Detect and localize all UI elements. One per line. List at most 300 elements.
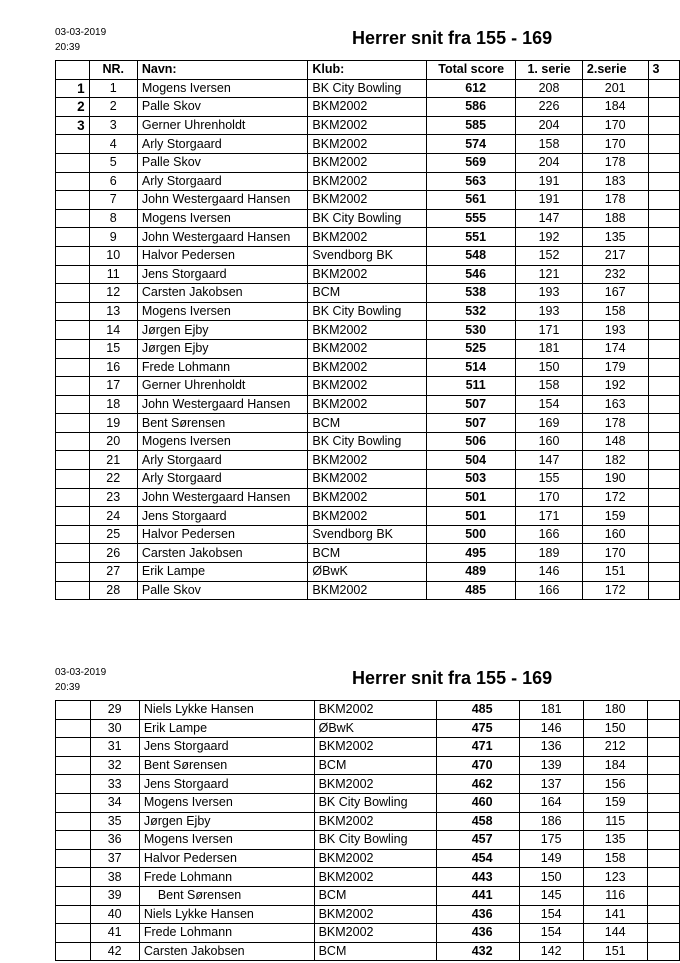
serie-2-cell: 201 <box>582 79 648 98</box>
total-score-cell: 443 <box>436 868 519 887</box>
table-row <box>56 395 680 414</box>
serie-1-cell: 146 <box>519 719 583 738</box>
serie-1-cell: 192 <box>516 228 583 247</box>
name-cell: Erik Lampe <box>139 719 314 738</box>
nr-cell: 16 <box>89 358 137 377</box>
total-score-cell: 612 <box>427 79 516 98</box>
club-cell: BKM2002 <box>308 265 427 284</box>
name-cell: Jens Storgaard <box>139 738 314 757</box>
serie-3-cell <box>648 284 679 303</box>
name-cell: Mogens Iversen <box>137 209 308 228</box>
total-score-cell: 504 <box>427 451 516 470</box>
total-score-cell: 495 <box>427 544 516 563</box>
nr-cell: 33 <box>90 775 139 794</box>
serie-1-cell: 154 <box>519 905 583 924</box>
serie-3-cell <box>647 849 679 868</box>
table-row <box>56 451 680 470</box>
nr-cell: 27 <box>89 563 137 582</box>
total-score-cell: 525 <box>427 339 516 358</box>
header-name: Navn: <box>137 61 308 80</box>
serie-2-cell: 182 <box>582 451 648 470</box>
serie-2-cell: 150 <box>583 719 647 738</box>
results-body <box>56 701 680 961</box>
serie-3-cell <box>647 812 679 831</box>
club-cell: BK City Bowling <box>308 302 427 321</box>
club-cell: BK City Bowling <box>314 793 436 812</box>
print-date: 03-03-2019 <box>55 27 107 38</box>
serie-3-cell <box>647 942 679 961</box>
serie-3-cell <box>648 153 679 172</box>
total-score-cell: 538 <box>427 284 516 303</box>
serie-1-cell: 189 <box>516 544 583 563</box>
serie-1-cell: 154 <box>519 924 583 943</box>
nr-cell: 39 <box>90 886 139 905</box>
place-cell <box>56 153 90 172</box>
table-row <box>56 172 680 191</box>
name-cell: Jens Storgaard <box>137 265 308 284</box>
serie-2-cell: 151 <box>583 942 647 961</box>
serie-2-cell: 141 <box>583 905 647 924</box>
total-score-cell: 569 <box>427 153 516 172</box>
serie-2-cell: 172 <box>582 581 648 600</box>
name-cell: Bent Sørensen <box>139 886 314 905</box>
nr-cell: 37 <box>90 849 139 868</box>
serie-2-cell: 190 <box>582 470 648 489</box>
serie-3-cell <box>648 507 679 526</box>
name-cell: Halvor Pedersen <box>137 246 308 265</box>
table-row <box>56 321 680 340</box>
table-row <box>56 525 680 544</box>
serie-3-cell <box>647 905 679 924</box>
serie-3-cell <box>648 265 679 284</box>
nr-cell: 41 <box>90 924 139 943</box>
serie-3-cell <box>648 563 679 582</box>
nr-cell: 36 <box>90 831 139 850</box>
serie-1-cell: 175 <box>519 831 583 850</box>
club-cell: BKM2002 <box>308 228 427 247</box>
nr-cell: 9 <box>89 228 137 247</box>
table-row <box>56 153 680 172</box>
serie-3-cell <box>648 98 679 117</box>
name-cell: Mogens Iversen <box>137 302 308 321</box>
club-cell: ØBwK <box>308 563 427 582</box>
serie-1-cell: 154 <box>516 395 583 414</box>
serie-1-cell: 121 <box>516 265 583 284</box>
name-cell: Arly Storgaard <box>137 135 308 154</box>
total-score-cell: 457 <box>436 831 519 850</box>
club-cell: BCM <box>308 544 427 563</box>
nr-cell: 3 <box>89 116 137 135</box>
name-cell: Jørgen Ejby <box>139 812 314 831</box>
serie-2-cell: 123 <box>583 868 647 887</box>
table-row <box>56 849 680 868</box>
place-cell: 1 <box>56 79 90 98</box>
serie-3-cell <box>648 544 679 563</box>
place-cell <box>56 886 91 905</box>
nr-cell: 14 <box>89 321 137 340</box>
place-cell <box>56 719 91 738</box>
serie-2-cell: 144 <box>583 924 647 943</box>
table-row <box>56 775 680 794</box>
table-row <box>56 135 680 154</box>
serie-2-cell: 178 <box>582 414 648 433</box>
place-cell <box>56 209 90 228</box>
table-row <box>56 738 680 757</box>
club-cell: BKM2002 <box>308 135 427 154</box>
table-row <box>56 812 680 831</box>
total-score-cell: 462 <box>436 775 519 794</box>
place-cell <box>56 302 90 321</box>
total-score-cell: 530 <box>427 321 516 340</box>
serie-2-cell: 183 <box>582 172 648 191</box>
serie-1-cell: 142 <box>519 942 583 961</box>
table-row <box>56 116 680 135</box>
total-score-cell: 485 <box>427 581 516 600</box>
serie-2-cell: 188 <box>582 209 648 228</box>
table-row <box>56 265 680 284</box>
header-serie-3: 3 <box>648 61 679 80</box>
serie-1-cell: 204 <box>516 153 583 172</box>
serie-1-cell: 136 <box>519 738 583 757</box>
place-cell <box>56 488 90 507</box>
place-cell <box>56 284 90 303</box>
serie-3-cell <box>648 246 679 265</box>
serie-2-cell: 178 <box>582 153 648 172</box>
serie-3-cell <box>648 339 679 358</box>
serie-1-cell: 193 <box>516 284 583 303</box>
serie-2-cell: 151 <box>582 563 648 582</box>
serie-2-cell: 179 <box>582 358 648 377</box>
total-score-cell: 561 <box>427 191 516 210</box>
serie-2-cell: 170 <box>582 135 648 154</box>
name-cell: Mogens Iversen <box>139 793 314 812</box>
nr-cell: 35 <box>90 812 139 831</box>
serie-2-cell: 158 <box>582 302 648 321</box>
name-cell: Niels Lykke Hansen <box>139 905 314 924</box>
serie-3-cell <box>648 451 679 470</box>
total-score-cell: 436 <box>436 924 519 943</box>
serie-1-cell: 149 <box>519 849 583 868</box>
club-cell: BKM2002 <box>314 849 436 868</box>
total-score-cell: 546 <box>427 265 516 284</box>
club-cell: BCM <box>308 284 427 303</box>
name-cell: John Westergaard Hansen <box>137 191 308 210</box>
place-cell: 2 <box>56 98 90 117</box>
serie-1-cell: 150 <box>516 358 583 377</box>
serie-3-cell <box>648 358 679 377</box>
place-cell <box>56 191 90 210</box>
name-cell: Gerner Uhrenholdt <box>137 377 308 396</box>
table-row <box>56 886 680 905</box>
nr-cell: 4 <box>89 135 137 154</box>
serie-1-cell: 204 <box>516 116 583 135</box>
place-cell <box>56 321 90 340</box>
serie-3-cell <box>648 488 679 507</box>
name-cell: Frede Lohmann <box>139 868 314 887</box>
serie-2-cell: 156 <box>583 775 647 794</box>
nr-cell: 20 <box>89 432 137 451</box>
serie-3-cell <box>648 228 679 247</box>
table-row <box>56 868 680 887</box>
club-cell: BCM <box>308 414 427 433</box>
name-cell: Jens Storgaard <box>137 507 308 526</box>
serie-1-cell: 208 <box>516 79 583 98</box>
place-cell <box>56 135 90 154</box>
total-score-cell: 514 <box>427 358 516 377</box>
nr-cell: 18 <box>89 395 137 414</box>
nr-cell: 2 <box>89 98 137 117</box>
name-cell: Bent Sørensen <box>137 414 308 433</box>
table-row <box>56 377 680 396</box>
serie-3-cell <box>647 886 679 905</box>
serie-3-cell <box>648 525 679 544</box>
table-row <box>56 544 680 563</box>
table-row <box>56 209 680 228</box>
total-score-cell: 458 <box>436 812 519 831</box>
table-row <box>56 942 680 961</box>
results-body <box>56 79 680 600</box>
table-row <box>56 414 680 433</box>
serie-2-cell: 159 <box>583 793 647 812</box>
total-score-cell: 574 <box>427 135 516 154</box>
table-row <box>56 191 680 210</box>
table-row <box>56 284 680 303</box>
place-cell <box>56 775 91 794</box>
nr-cell: 11 <box>89 265 137 284</box>
club-cell: BKM2002 <box>314 812 436 831</box>
nr-cell: 6 <box>89 172 137 191</box>
name-cell: Halvor Pedersen <box>137 525 308 544</box>
table-row <box>56 831 680 850</box>
nr-cell: 5 <box>89 153 137 172</box>
total-score-cell: 532 <box>427 302 516 321</box>
serie-1-cell: 155 <box>516 470 583 489</box>
nr-cell: 8 <box>89 209 137 228</box>
serie-3-cell <box>647 831 679 850</box>
serie-1-cell: 158 <box>516 135 583 154</box>
total-score-cell: 507 <box>427 395 516 414</box>
place-cell <box>56 849 91 868</box>
serie-2-cell: 172 <box>582 488 648 507</box>
name-cell: Bent Sørensen <box>139 756 314 775</box>
serie-1-cell: 166 <box>516 581 583 600</box>
club-cell: BKM2002 <box>308 191 427 210</box>
nr-cell: 26 <box>89 544 137 563</box>
place-cell <box>56 339 90 358</box>
nr-cell: 19 <box>89 414 137 433</box>
serie-2-cell: 167 <box>582 284 648 303</box>
name-cell: Arly Storgaard <box>137 451 308 470</box>
table-row <box>56 358 680 377</box>
place-cell <box>56 793 91 812</box>
serie-1-cell: 226 <box>516 98 583 117</box>
serie-1-cell: 147 <box>516 451 583 470</box>
place-cell <box>56 172 90 191</box>
club-cell: BKM2002 <box>308 153 427 172</box>
serie-3-cell <box>648 470 679 489</box>
serie-2-cell: 160 <box>582 525 648 544</box>
serie-3-cell <box>648 79 679 98</box>
table-row <box>56 228 680 247</box>
serie-3-cell <box>647 738 679 757</box>
serie-3-cell <box>648 172 679 191</box>
serie-1-cell: 137 <box>519 775 583 794</box>
name-cell: Palle Skov <box>137 581 308 600</box>
place-cell <box>56 868 91 887</box>
total-score-cell: 485 <box>436 701 519 720</box>
serie-2-cell: 217 <box>582 246 648 265</box>
page-title: Herrer snit fra 155 - 169 <box>352 668 553 688</box>
table-row <box>56 924 680 943</box>
place-cell <box>56 544 90 563</box>
name-cell: Palle Skov <box>137 98 308 117</box>
club-cell: BKM2002 <box>308 507 427 526</box>
serie-1-cell: 166 <box>516 525 583 544</box>
name-cell: Frede Lohmann <box>137 358 308 377</box>
total-score-cell: 563 <box>427 172 516 191</box>
club-cell: Svendborg BK <box>308 525 427 544</box>
club-cell: BKM2002 <box>308 358 427 377</box>
table-row <box>56 339 680 358</box>
serie-2-cell: 178 <box>582 191 648 210</box>
place-cell <box>56 563 90 582</box>
place-cell: 3 <box>56 116 90 135</box>
serie-3-cell <box>647 756 679 775</box>
total-score-cell: 441 <box>436 886 519 905</box>
total-score-cell: 585 <box>427 116 516 135</box>
serie-2-cell: 170 <box>582 116 648 135</box>
serie-1-cell: 171 <box>516 321 583 340</box>
nr-cell: 23 <box>89 488 137 507</box>
nr-cell: 17 <box>89 377 137 396</box>
nr-cell: 22 <box>89 470 137 489</box>
nr-cell: 30 <box>90 719 139 738</box>
club-cell: BKM2002 <box>308 488 427 507</box>
serie-1-cell: 160 <box>516 432 583 451</box>
serie-2-cell: 193 <box>582 321 648 340</box>
serie-1-cell: 164 <box>519 793 583 812</box>
total-score-cell: 506 <box>427 432 516 451</box>
name-cell: Niels Lykke Hansen <box>139 701 314 720</box>
name-cell: Arly Storgaard <box>137 172 308 191</box>
nr-cell: 29 <box>90 701 139 720</box>
name-cell: Frede Lohmann <box>139 924 314 943</box>
place-cell <box>56 738 91 757</box>
total-score-cell: 471 <box>436 738 519 757</box>
club-cell: BK City Bowling <box>314 831 436 850</box>
print-date: 03-03-2019 <box>55 667 107 678</box>
place-cell <box>56 358 90 377</box>
header-place <box>56 61 90 80</box>
club-cell: BCM <box>314 942 436 961</box>
table-row <box>56 507 680 526</box>
nr-cell: 32 <box>90 756 139 775</box>
table-row <box>56 432 680 451</box>
place-cell <box>56 451 90 470</box>
serie-3-cell <box>648 377 679 396</box>
name-cell: Erik Lampe <box>137 563 308 582</box>
table-row <box>56 563 680 582</box>
total-score-cell: 460 <box>436 793 519 812</box>
place-cell <box>56 581 90 600</box>
place-cell <box>56 377 90 396</box>
club-cell: BK City Bowling <box>308 432 427 451</box>
serie-1-cell: 191 <box>516 172 583 191</box>
serie-2-cell: 174 <box>582 339 648 358</box>
place-cell <box>56 395 90 414</box>
place-cell <box>56 470 90 489</box>
place-cell <box>56 831 91 850</box>
place-cell <box>56 756 91 775</box>
club-cell: BKM2002 <box>308 451 427 470</box>
serie-1-cell: 146 <box>516 563 583 582</box>
club-cell: BKM2002 <box>314 924 436 943</box>
serie-1-cell: 158 <box>516 377 583 396</box>
table-row <box>56 98 680 117</box>
serie-1-cell: 181 <box>519 701 583 720</box>
serie-1-cell: 150 <box>519 868 583 887</box>
name-cell: John Westergaard Hansen <box>137 488 308 507</box>
results-table <box>55 700 680 961</box>
serie-1-cell: 147 <box>516 209 583 228</box>
table-row <box>56 581 680 600</box>
total-score-cell: 489 <box>427 563 516 582</box>
name-cell: Arly Storgaard <box>137 470 308 489</box>
serie-1-cell: 152 <box>516 246 583 265</box>
total-score-cell: 501 <box>427 488 516 507</box>
place-cell <box>56 525 90 544</box>
nr-cell: 38 <box>90 868 139 887</box>
serie-3-cell <box>647 793 679 812</box>
name-cell: Palle Skov <box>137 153 308 172</box>
place-cell <box>56 265 90 284</box>
total-score-cell: 555 <box>427 209 516 228</box>
club-cell: BCM <box>314 756 436 775</box>
total-score-cell: 503 <box>427 470 516 489</box>
total-score-cell: 470 <box>436 756 519 775</box>
serie-1-cell: 181 <box>516 339 583 358</box>
club-cell: BKM2002 <box>314 868 436 887</box>
place-cell <box>56 812 91 831</box>
nr-cell: 21 <box>89 451 137 470</box>
nr-cell: 24 <box>89 507 137 526</box>
serie-3-cell <box>647 924 679 943</box>
nr-cell: 12 <box>89 284 137 303</box>
club-cell: ØBwK <box>314 719 436 738</box>
total-score-cell: 500 <box>427 525 516 544</box>
table-row <box>56 756 680 775</box>
club-cell: BKM2002 <box>308 470 427 489</box>
name-cell: John Westergaard Hansen <box>137 395 308 414</box>
table-header-row <box>56 61 680 80</box>
place-cell <box>56 414 90 433</box>
club-cell: BKM2002 <box>314 738 436 757</box>
serie-2-cell: 115 <box>583 812 647 831</box>
nr-cell: 34 <box>90 793 139 812</box>
serie-3-cell <box>648 209 679 228</box>
total-score-cell: 586 <box>427 98 516 117</box>
serie-3-cell <box>648 116 679 135</box>
serie-1-cell: 171 <box>516 507 583 526</box>
place-cell <box>56 905 91 924</box>
place-cell <box>56 924 91 943</box>
serie-3-cell <box>648 191 679 210</box>
club-cell: Svendborg BK <box>308 246 427 265</box>
name-cell: Carsten Jakobsen <box>137 284 308 303</box>
total-score-cell: 507 <box>427 414 516 433</box>
name-cell: Mogens Iversen <box>139 831 314 850</box>
club-cell: BKM2002 <box>308 321 427 340</box>
